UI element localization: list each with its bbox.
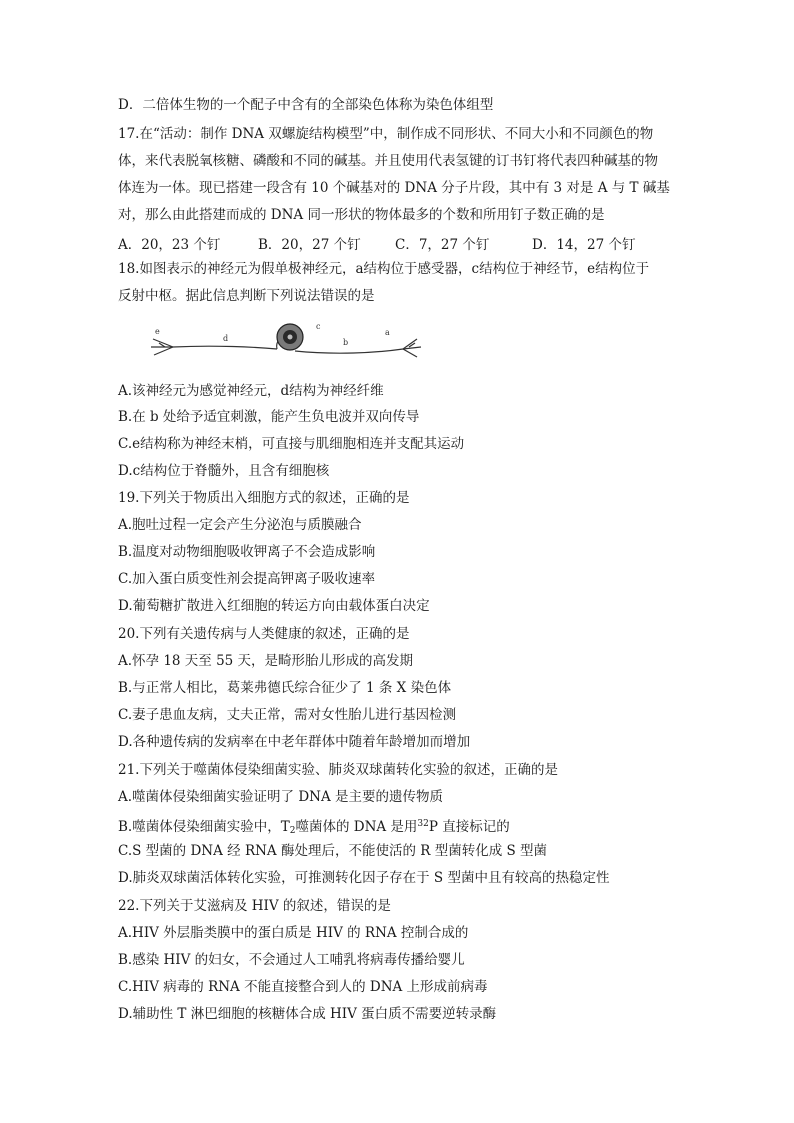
q17-options — [118, 233, 678, 251]
q22-option-b: B.感染 HIV 的妇女，不会通过人工哺乳将病毒传播给婴儿 — [118, 952, 465, 968]
q21-option-c: C.S 型菌的 DNA 经 RNA 酶处理后，不能使活的 R 型菌转化成 S 型菌 — [118, 843, 548, 859]
q17-option-c: C．7，27 个钉 — [395, 237, 490, 253]
q18-stem-line-1: 18.如图表示的神经元为假单极神经元，a结构位于感受器，c结构位于神经节，e结构位于 — [118, 261, 650, 277]
q19-option-d: D.葡萄糖扩散进入红细胞的转运方向由载体蛋白决定 — [118, 598, 430, 614]
q21-option-d: D.肺炎双球菌活体转化实验，可推测转化因子存在于 S 型菌中且有较高的热稳定性 — [118, 870, 610, 886]
q21-b-text-3: P 直接标记的 — [428, 819, 510, 835]
q20-option-b: B.与正常人相比，葛莱弗德氏综合征少了 1 条 X 染色体 — [118, 680, 452, 696]
q21-b-text-1: B.噬菌体侵染细菌实验中，T — [118, 819, 290, 835]
q22-stem: 22.下列关于艾滋病及 HIV 的叙述，错误的是 — [118, 898, 391, 914]
q21-b-superscript: 32 — [417, 819, 429, 829]
q21-b-text-2: 噬菌体的 DNA 是用 — [295, 819, 418, 835]
q17-stem-line-2: 体，来代表脱氧核糖、磷酸和不同的碱基。并且使用代表氢键的订书钉将代表四种碱基的物 — [118, 153, 658, 169]
q20-option-a: A.怀孕 18 天至 55 天，是畸形胎儿形成的高发期 — [118, 653, 414, 669]
label-b: b — [343, 338, 349, 347]
q19-option-c: C.加入蛋白质变性剂会提高钾离子吸收速率 — [118, 571, 376, 587]
q22-option-d: D.辅助性 T 淋巴细胞的核糖体合成 HIV 蛋白质不需要逆转录酶 — [118, 1006, 497, 1022]
q21-option-a: A.噬菌体侵染细菌实验证明了 DNA 是主要的遗传物质 — [118, 789, 444, 805]
pseudo-unipolar-neuron-diagram — [145, 317, 430, 375]
q17-stem-line-4: 对，那么由此搭建而成的 DNA 同一形状的物体最多的个数和所用钉子数正确的是 — [118, 207, 605, 223]
q19-option-b: B.温度对动物细胞吸收钾离子不会造成影响 — [118, 544, 376, 560]
q18-option-c: C.e结构称为神经末梢，可直接与肌细胞相连并支配其运动 — [118, 436, 465, 452]
q20-option-c: C.妻子患血友病，丈夫正常，需对女性胎儿进行基因检测 — [118, 707, 457, 723]
q17-stem-line-3: 体连为一体。现已搭建一段含有 10 个碱基对的 DNA 分子片段，其中有 3 对是 A 与 T 碱基 — [118, 180, 670, 196]
q17-stem-line-1: 17.在“活动：制作 DNA 双螺旋结构模型”中，制作成不同形状、不同大小和不同颜色的物 — [118, 126, 654, 142]
q21-stem: 21.下列关于噬菌体侵染细菌实验、肺炎双球菌转化实验的叙述，正确的是 — [118, 762, 558, 778]
q21-b-subscript: 2 — [289, 826, 296, 836]
q18-stem-line-2: 反射中枢。据此信息判断下列说法错误的是 — [118, 288, 375, 304]
label-a: a — [385, 328, 390, 337]
q18-option-a: A.该神经元为感觉神经元，d结构为神经纤维 — [118, 383, 384, 399]
q20-stem: 20.下列有关遗传病与人类健康的叙述，正确的是 — [118, 626, 410, 642]
q16-option-d: D．二倍体生物的一个配子中含有的全部染色体称为染色体组型 — [118, 97, 494, 113]
neuron-figure — [145, 317, 430, 375]
nucleolus-circle — [288, 335, 293, 340]
q18-option-d: D.c结构位于脊髓外，且含有细胞核 — [118, 463, 330, 479]
q17-option-d: D．14，27 个钉 — [532, 237, 636, 253]
label-d: d — [223, 334, 229, 343]
q17-option-b: B．20，27 个钉 — [258, 237, 361, 253]
q21-option-b — [118, 815, 510, 840]
q17-option-a: A．20，23 个钉 — [118, 237, 221, 253]
q22-option-a: A.HIV 外层脂类膜中的蛋白质是 HIV 的 RNA 控制合成的 — [118, 925, 469, 941]
q20-option-d: D.各种遗传病的发病率在中老年群体中随着年龄增加而增加 — [118, 734, 471, 750]
q19-stem: 19.下列关于物质出入细胞方式的叙述，正确的是 — [118, 490, 410, 506]
label-e: e — [155, 327, 160, 336]
label-c: c — [316, 322, 321, 331]
q19-option-a: A.胞吐过程一定会产生分泌泡与质膜融合 — [118, 517, 362, 533]
q18-option-b: B.在 b 处给予适宜刺激，能产生负电波并双向传导 — [118, 409, 420, 425]
q22-option-c: C.HIV 病毒的 RNA 不能直接整合到人的 DNA 上形成前病毒 — [118, 979, 488, 995]
